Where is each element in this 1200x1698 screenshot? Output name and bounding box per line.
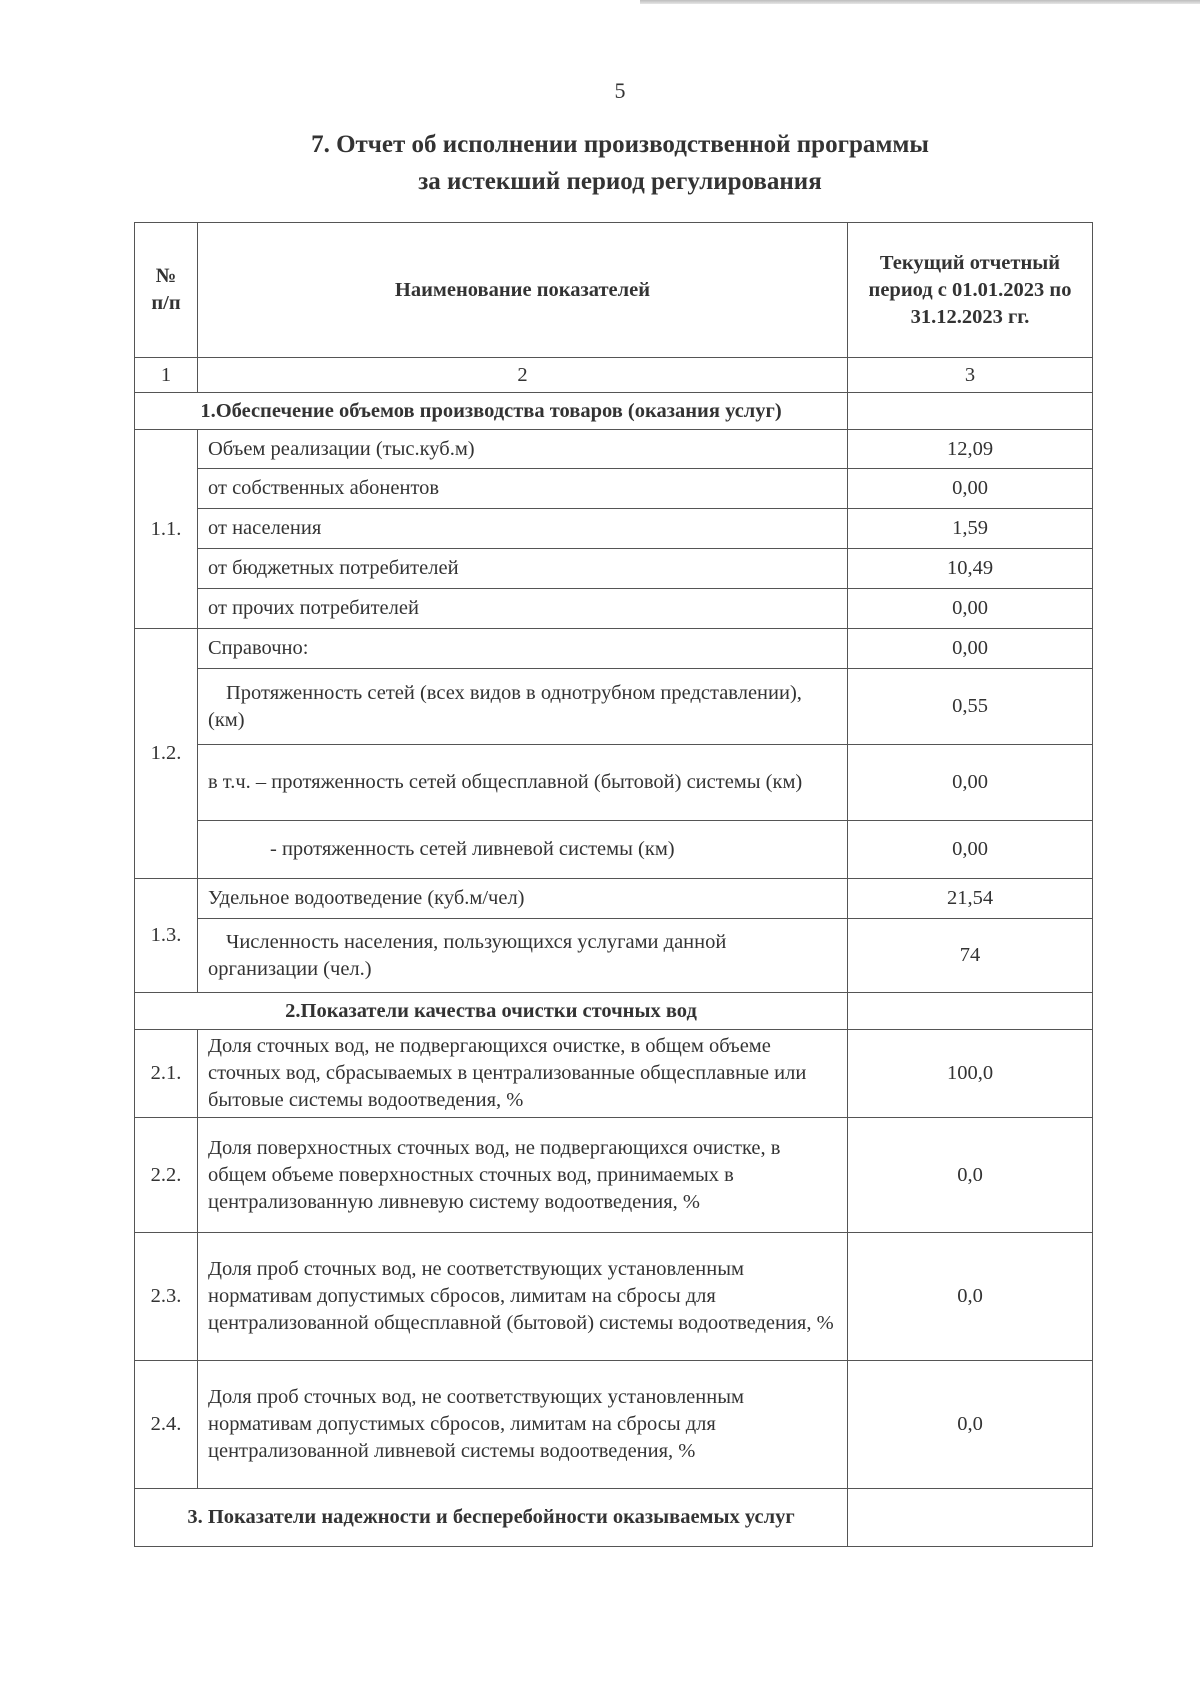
- page-number: 5: [614, 78, 626, 103]
- row-label: Доля проб сточных вод, не соответствующих установленным нормативам допустимых сбросов, лимитам на сбросы для централизованной ливневой системы водоотведения, %: [198, 1361, 848, 1489]
- empty-cell: [848, 393, 1093, 430]
- header-num: № п/п: [135, 223, 198, 358]
- row-value: 0,00: [848, 629, 1093, 669]
- group-number: 1.2.: [135, 629, 198, 879]
- row-label: от бюджетных потребителей: [198, 549, 848, 589]
- row-label: от собственных абонентов: [198, 469, 848, 509]
- row-value: 0,0: [848, 1361, 1093, 1489]
- table-row: [135, 469, 1093, 509]
- section-row: [135, 393, 1093, 430]
- col-number-1: 1: [135, 358, 198, 393]
- row-number: 2.2.: [135, 1118, 198, 1233]
- row-label: Протяженность сетей (всех видов в однотрубном представлении), (км): [198, 669, 848, 745]
- table-row: [135, 509, 1093, 549]
- title-line-1: 7. Отчет об исполнении производственной программы: [311, 131, 929, 158]
- table-row: [135, 919, 1093, 993]
- page-title: [0, 126, 1200, 200]
- table-row: [135, 879, 1093, 919]
- row-value: 21,54: [848, 879, 1093, 919]
- group-number: 1.3.: [135, 879, 198, 993]
- header-name: Наименование показателей: [198, 223, 848, 358]
- row-value: 0,00: [848, 745, 1093, 821]
- section-1-title: 1.Обеспечение объемов производства товаров (оказания услуг): [135, 393, 848, 430]
- section-row: [135, 1489, 1093, 1547]
- row-value: 0,0: [848, 1118, 1093, 1233]
- row-label: от населения: [198, 509, 848, 549]
- table-row: [135, 629, 1093, 669]
- row-value: 0,00: [848, 469, 1093, 509]
- row-value: 12,09: [848, 430, 1093, 469]
- row-number: 2.3.: [135, 1233, 198, 1361]
- row-value: 10,49: [848, 549, 1093, 589]
- row-label: Доля сточных вод, не подвергающихся очистке, в общем объеме сточных вод, сбрасываемых в централизованные общесплавные или бытовые системы водоотведения, %: [198, 1030, 848, 1118]
- scan-edge-line: [640, 0, 1200, 4]
- table-row: [135, 1118, 1093, 1233]
- col-number-3: 3: [848, 358, 1093, 393]
- table-row: [135, 1030, 1093, 1118]
- row-value: 74: [848, 919, 1093, 993]
- row-number: 2.4.: [135, 1361, 198, 1489]
- table-row: [135, 430, 1093, 469]
- group-number: 1.1.: [135, 430, 198, 629]
- row-label: - протяженность сетей ливневой системы (км): [198, 821, 848, 879]
- row-value: 1,59: [848, 509, 1093, 549]
- row-label: Удельное водоотведение (куб.м/чел): [198, 879, 848, 919]
- row-value: 0,0: [848, 1233, 1093, 1361]
- row-number: 2.1.: [135, 1030, 198, 1118]
- section-2-title: 2.Показатели качества очистки сточных вод: [135, 993, 848, 1030]
- section-row: [135, 993, 1093, 1030]
- table-row: [135, 589, 1093, 629]
- row-label: Численность населения, пользующихся услугами данной организации (чел.): [198, 919, 848, 993]
- row-label: от прочих потребителей: [198, 589, 848, 629]
- table-row: [135, 821, 1093, 879]
- row-value: 0,55: [848, 669, 1093, 745]
- row-label: Доля поверхностных сточных вод, не подвергающихся очистке, в общем объеме поверхностных сточных вод, принимаемых в централизованную ливневую систему водоотведения, %: [198, 1118, 848, 1233]
- section-3-title: 3. Показатели надежности и бесперебойности оказываемых услуг: [135, 1489, 848, 1547]
- row-label: в т.ч. – протяженность сетей общесплавной (бытовой) системы (км): [198, 745, 848, 821]
- column-number-row: [135, 358, 1093, 393]
- col-number-2: 2: [198, 358, 848, 393]
- row-value: 0,00: [848, 589, 1093, 629]
- table-row: [135, 1361, 1093, 1489]
- empty-cell: [848, 993, 1093, 1030]
- header-value: Текущий отчетный период с 01.01.2023 по 31.12.2023 гг.: [848, 223, 1093, 358]
- table-row: [135, 1233, 1093, 1361]
- row-label: Объем реализации (тыс.куб.м): [198, 430, 848, 469]
- table-row: [135, 669, 1093, 745]
- table-header-row: [135, 223, 1093, 358]
- row-value: 0,00: [848, 821, 1093, 879]
- table-row: [135, 745, 1093, 821]
- title-line-2: за истекший период регулирования: [418, 168, 822, 195]
- row-label: Доля проб сточных вод, не соответствующих установленным нормативам допустимых сбросов, лимитам на сбросы для централизованной общесплавной (бытовой) системы водоотведения, %: [198, 1233, 848, 1361]
- empty-cell: [848, 1489, 1093, 1547]
- row-label: Справочно:: [198, 629, 848, 669]
- table-row: [135, 549, 1093, 589]
- report-table: [134, 222, 1093, 1547]
- row-value: 100,0: [848, 1030, 1093, 1118]
